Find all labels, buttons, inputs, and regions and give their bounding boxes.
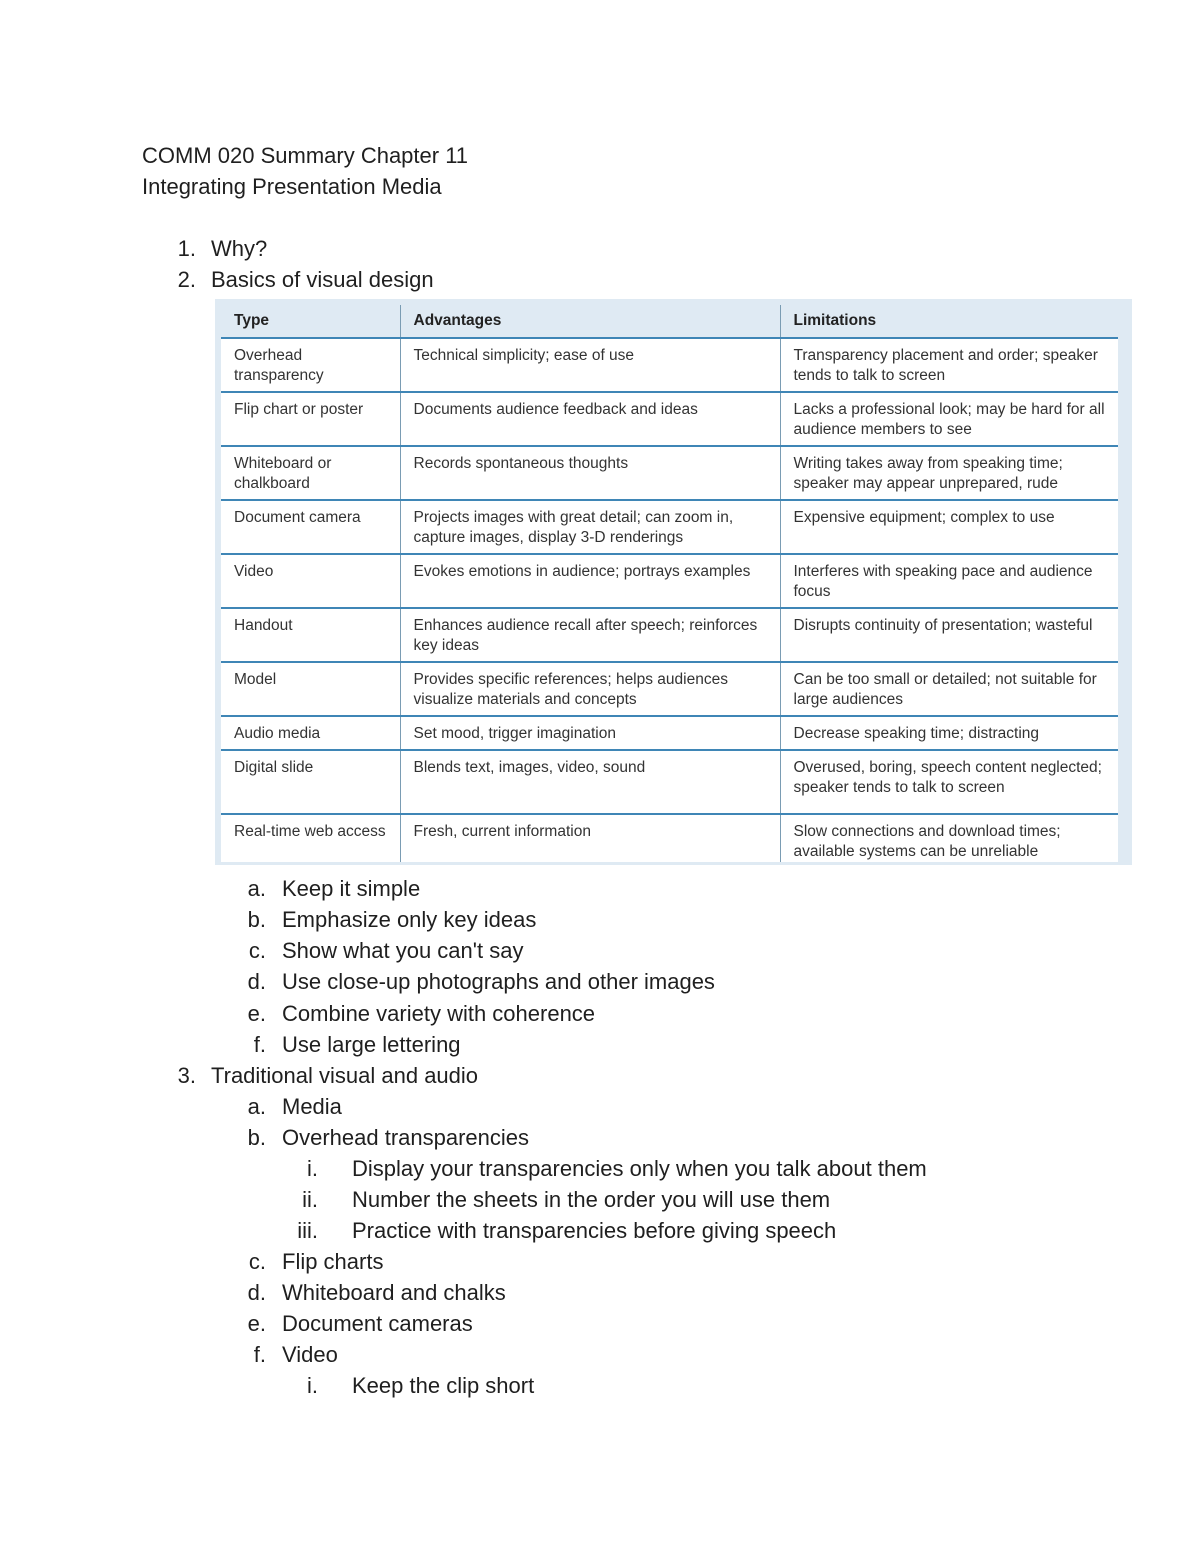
list-marker: i. [307,1156,318,1181]
list-marker: c. [248,938,266,963]
cell-advantages: Enhances audience recall after speech; reinforces key ideas [400,608,780,662]
table-row [221,716,1118,750]
cell-limitations: Can be too small or detailed; not suitable for large audiences [780,662,1118,716]
header-limitations: Limitations [780,305,1118,338]
cell-advantages: Records spontaneous thoughts [400,446,780,500]
list-marker: b. [247,1125,266,1150]
cell-type: Real-time web access [234,823,386,840]
cell-limitations: Disrupts continuity of presentation; wasteful [780,608,1118,662]
list-marker: iii. [297,1218,318,1243]
cell-advantages: Provides specific references; helps audiences visualize materials and concepts [400,662,780,716]
list-marker: f. [253,1032,266,1057]
cell-limitations: Overused, boring, speech content neglected; speaker tends to talk to screen [780,750,1118,814]
table-row [221,750,1118,814]
list-item-text: Why? [211,236,268,261]
list-marker: a. [247,1094,266,1119]
list-item-text: Use large lettering [282,1032,461,1057]
list-item-text: Number the sheets in the order you will use them [352,1187,831,1212]
list-item-text: Display your transparencies only when you talk about them [352,1156,927,1181]
document-title: COMM 020 Summary Chapter 11 [142,143,469,168]
list-item-text: Media [282,1094,342,1119]
list-item-text: Show what you can't say [282,938,524,963]
cell-advantages: Projects images with great detail; can zoom in, capture images, display 3-D renderings [400,500,780,554]
presentation-media-table [215,299,1132,865]
cell-type: Handout [221,608,400,662]
cell-type: Model [221,662,400,716]
list-marker: c. [248,1249,266,1274]
cell-type: Digital slide [221,750,400,814]
cell-type: Overhead transparency [221,338,400,392]
table-row [221,554,1118,608]
list-item-text: Flip charts [282,1249,384,1274]
list-item-text: Practice with transparencies before giving speech [352,1218,837,1243]
header-type: Type [221,305,400,338]
cell-limitations: Interferes with speaking pace and audience focus [780,554,1118,608]
list-marker: e. [247,1001,266,1026]
cell-advantages: Evokes emotions in audience; portrays examples [400,554,780,608]
cell-limitations: Slow connections and download times; available systems can be unreliable [780,814,1118,862]
table-row [221,446,1118,500]
header-advantages: Advantages [400,305,780,338]
list-item-text: Use close-up photographs and other images [282,969,715,994]
cell-type: Audio media [221,716,400,750]
list-item-text: Overhead transparencies [282,1125,530,1150]
list-item-text: Keep it simple [282,876,421,901]
cell-type: Document camera [221,500,400,554]
list-item-text: Traditional visual and audio [211,1063,479,1088]
list-item-text: Combine variety with coherence [282,1001,596,1026]
cell-advantages: Documents audience feedback and ideas [400,392,780,446]
table-row [221,500,1118,554]
table-row [221,392,1118,446]
list-marker: d. [247,969,266,994]
list-marker: f. [253,1342,266,1367]
cell-advantages: Set mood, trigger imagination [400,716,780,750]
list-marker: e. [247,1311,266,1336]
cell-advantages: Technical simplicity; ease of use [400,338,780,392]
cell-type: Flip chart or poster [221,392,400,446]
cell-limitations: Expensive equipment; complex to use [780,500,1118,554]
cell-limitations: Writing takes away from speaking time; speaker may appear unprepared, rude [780,446,1118,500]
list-item-text: Keep the clip short [352,1373,535,1398]
list-marker: b. [247,907,266,932]
table-row [221,608,1118,662]
table-row [221,662,1118,716]
list-marker: i. [307,1373,318,1398]
cell-limitations: Decrease speaking time; distracting [780,716,1118,750]
list-marker: d. [247,1280,266,1305]
cell-limitations: Transparency placement and order; speaker tends to talk to screen [780,338,1118,392]
table-header-row [221,305,1118,338]
list-marker: 3. [177,1063,196,1088]
cell-type: Video [221,554,400,608]
cell-type: Whiteboard or chalkboard [221,446,400,500]
list-item-text: Emphasize only key ideas [282,907,537,932]
list-marker: a. [247,876,266,901]
table-row [221,814,1118,862]
list-item-text: Video [282,1342,338,1367]
list-item-text: Basics of visual design [211,267,434,292]
list-item-text: Whiteboard and chalks [282,1280,506,1305]
list-item-text: Document cameras [282,1311,473,1336]
cell-advantages: Fresh, current information [400,814,780,862]
list-marker: 2. [177,267,196,292]
cell-limitations: Lacks a professional look; may be hard for all audience members to see [780,392,1118,446]
list-marker: ii. [302,1187,318,1212]
document-subtitle: Integrating Presentation Media [142,174,442,199]
table-row [221,338,1118,392]
list-marker: 1. [177,236,196,261]
cell-advantages: Blends text, images, video, sound [400,750,780,814]
media-table [221,305,1118,862]
